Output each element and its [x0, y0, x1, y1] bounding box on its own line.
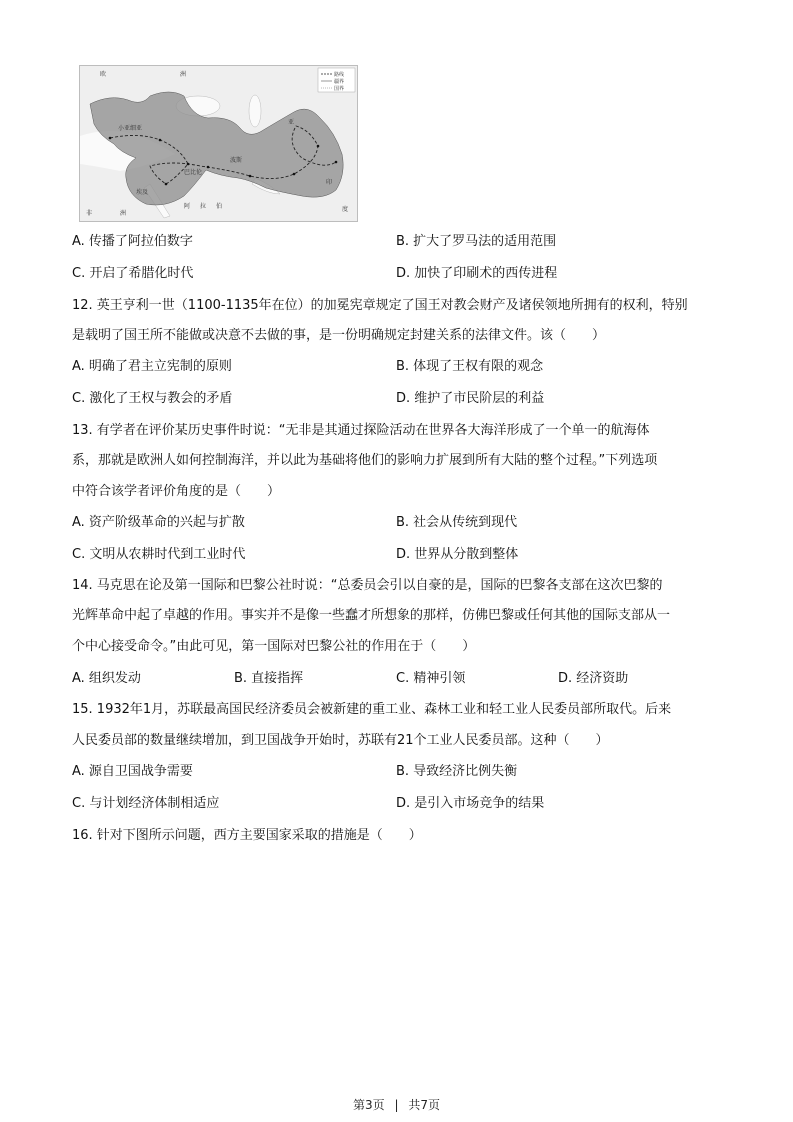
page-footer — [0, 1096, 793, 1114]
q14-stem-line-1: 14. 马克思在论及第一国际和巴黎公社时说：“总委员会引以自豪的是，国际的巴黎各支部在这次巴黎的 — [72, 578, 663, 593]
legend-border: 疆界 — [334, 79, 345, 85]
map-label-babylon: 巴比伦 — [184, 169, 203, 176]
q12-option-a: A. 明确了君主立宪制的原则 — [72, 359, 232, 374]
q13-option-d: D. 世界从分散到整体 — [396, 547, 519, 562]
q12-option-c: C. 激化了王权与教会的矛盾 — [72, 391, 233, 406]
historical-map-figure — [79, 65, 358, 222]
q13-option-a: A. 资产阶级革命的兴起与扩散 — [72, 515, 245, 530]
map-label-africa-2: 洲 — [120, 210, 127, 217]
map-label-asia: 亚 — [288, 119, 295, 126]
q12-option-b: B. 体现了王权有限的观念 — [396, 359, 544, 374]
page-number: 第3页 — [353, 1098, 385, 1112]
q13-stem-line-1: 13. 有学者在评价某历史事件时说：“无非是其通过探险活动在世界各大海洋形成了一个单一的航海体 — [72, 423, 650, 438]
q14-option-b: B. 直接指挥 — [234, 671, 304, 686]
q12-stem-line-1: 12. 英王亨利一世（1100-1135年在位）的加冕宪章规定了国王对教会财产及诸侯领地所拥有的权利，特别 — [72, 298, 688, 313]
q15-stem-line-1: 15. 1932年1月，苏联最高国民经济委员会被新建的重工业、森林工业和轻工业人民委员部所取代。后来 — [72, 702, 672, 717]
q13-stem-line-3: 中符合该学者评价角度的是（ ） — [72, 484, 281, 499]
map-label-egypt: 埃及 — [136, 189, 149, 196]
map-label-india-1: 印 — [326, 179, 333, 186]
q14-stem-line-2: 光辉革命中起了卓越的作用。事实并不是像一些蠢才所想象的那样，仿佛巴黎或任何其他的国际支部从一 — [72, 608, 671, 623]
q13-option-c: C. 文明从农耕时代到工业时代 — [72, 547, 246, 562]
map-label-arabia-1: 阿 — [184, 203, 191, 210]
q11-option-b: B. 扩大了罗马法的适用范围 — [396, 234, 557, 249]
map-legend — [318, 68, 355, 92]
q12-option-d: D. 维护了市民阶层的利益 — [396, 391, 545, 406]
q11-option-a: A. 传播了阿拉伯数字 — [72, 234, 193, 249]
q14-stem-line-3: 个中心接受命令。”由此可见，第一国际对巴黎公社的作用在于（ ） — [72, 639, 476, 654]
q15-option-c: C. 与计划经济体制相适应 — [72, 796, 220, 811]
map-label-asia-minor: 小亚细亚 — [118, 125, 143, 132]
q15-option-a: A. 源自卫国战争需要 — [72, 764, 193, 779]
q14-option-c: C. 精神引领 — [396, 671, 466, 686]
q16-stem-line-1: 16. 针对下图所示问题，西方主要国家采取的措施是（ ） — [72, 828, 422, 843]
map-label-africa-1: 非 — [86, 210, 93, 217]
map-label-persia: 波斯 — [230, 157, 243, 164]
q14-option-d: D. 经济资助 — [558, 671, 629, 686]
q11-option-c: C. 开启了希腊化时代 — [72, 266, 194, 281]
campaign-route-map — [80, 66, 357, 221]
legend-country-border: 国界 — [334, 86, 345, 92]
legend-route: 路线 — [334, 72, 345, 78]
q12-stem-line-2: 是载明了国王所不能做或决意不去做的事，是一份明确规定封建关系的法律文件。该（ ） — [72, 328, 606, 343]
q13-option-b: B. 社会从传统到现代 — [396, 515, 518, 530]
map-label-europe-2: 洲 — [180, 71, 187, 78]
map-label-arabia-2: 拉 — [200, 203, 207, 210]
q15-option-d: D. 是引入市场竞争的结果 — [396, 796, 545, 811]
map-label-europe-1: 欧 — [100, 71, 107, 78]
map-label-india-2: 度 — [342, 206, 349, 213]
q14-option-a: A. 组织发动 — [72, 671, 141, 686]
q13-stem-line-2: 系，那就是欧洲人如何控制海洋，并以此为基础将他们的影响力扩展到所有大陆的整个过程。”下列选项 — [72, 453, 658, 468]
q15-option-b: B. 导致经济比例失衡 — [396, 764, 518, 779]
footer-separator: | — [394, 1098, 399, 1112]
q15-stem-line-2: 人民委员部的数量继续增加，到卫国战争开始时，苏联有21个工业人民委员部。这种（ ） — [72, 733, 609, 748]
map-label-arabia-3: 伯 — [216, 203, 223, 210]
q11-option-d: D. 加快了印刷术的西传进程 — [396, 266, 558, 281]
total-pages: 共7页 — [408, 1098, 440, 1112]
